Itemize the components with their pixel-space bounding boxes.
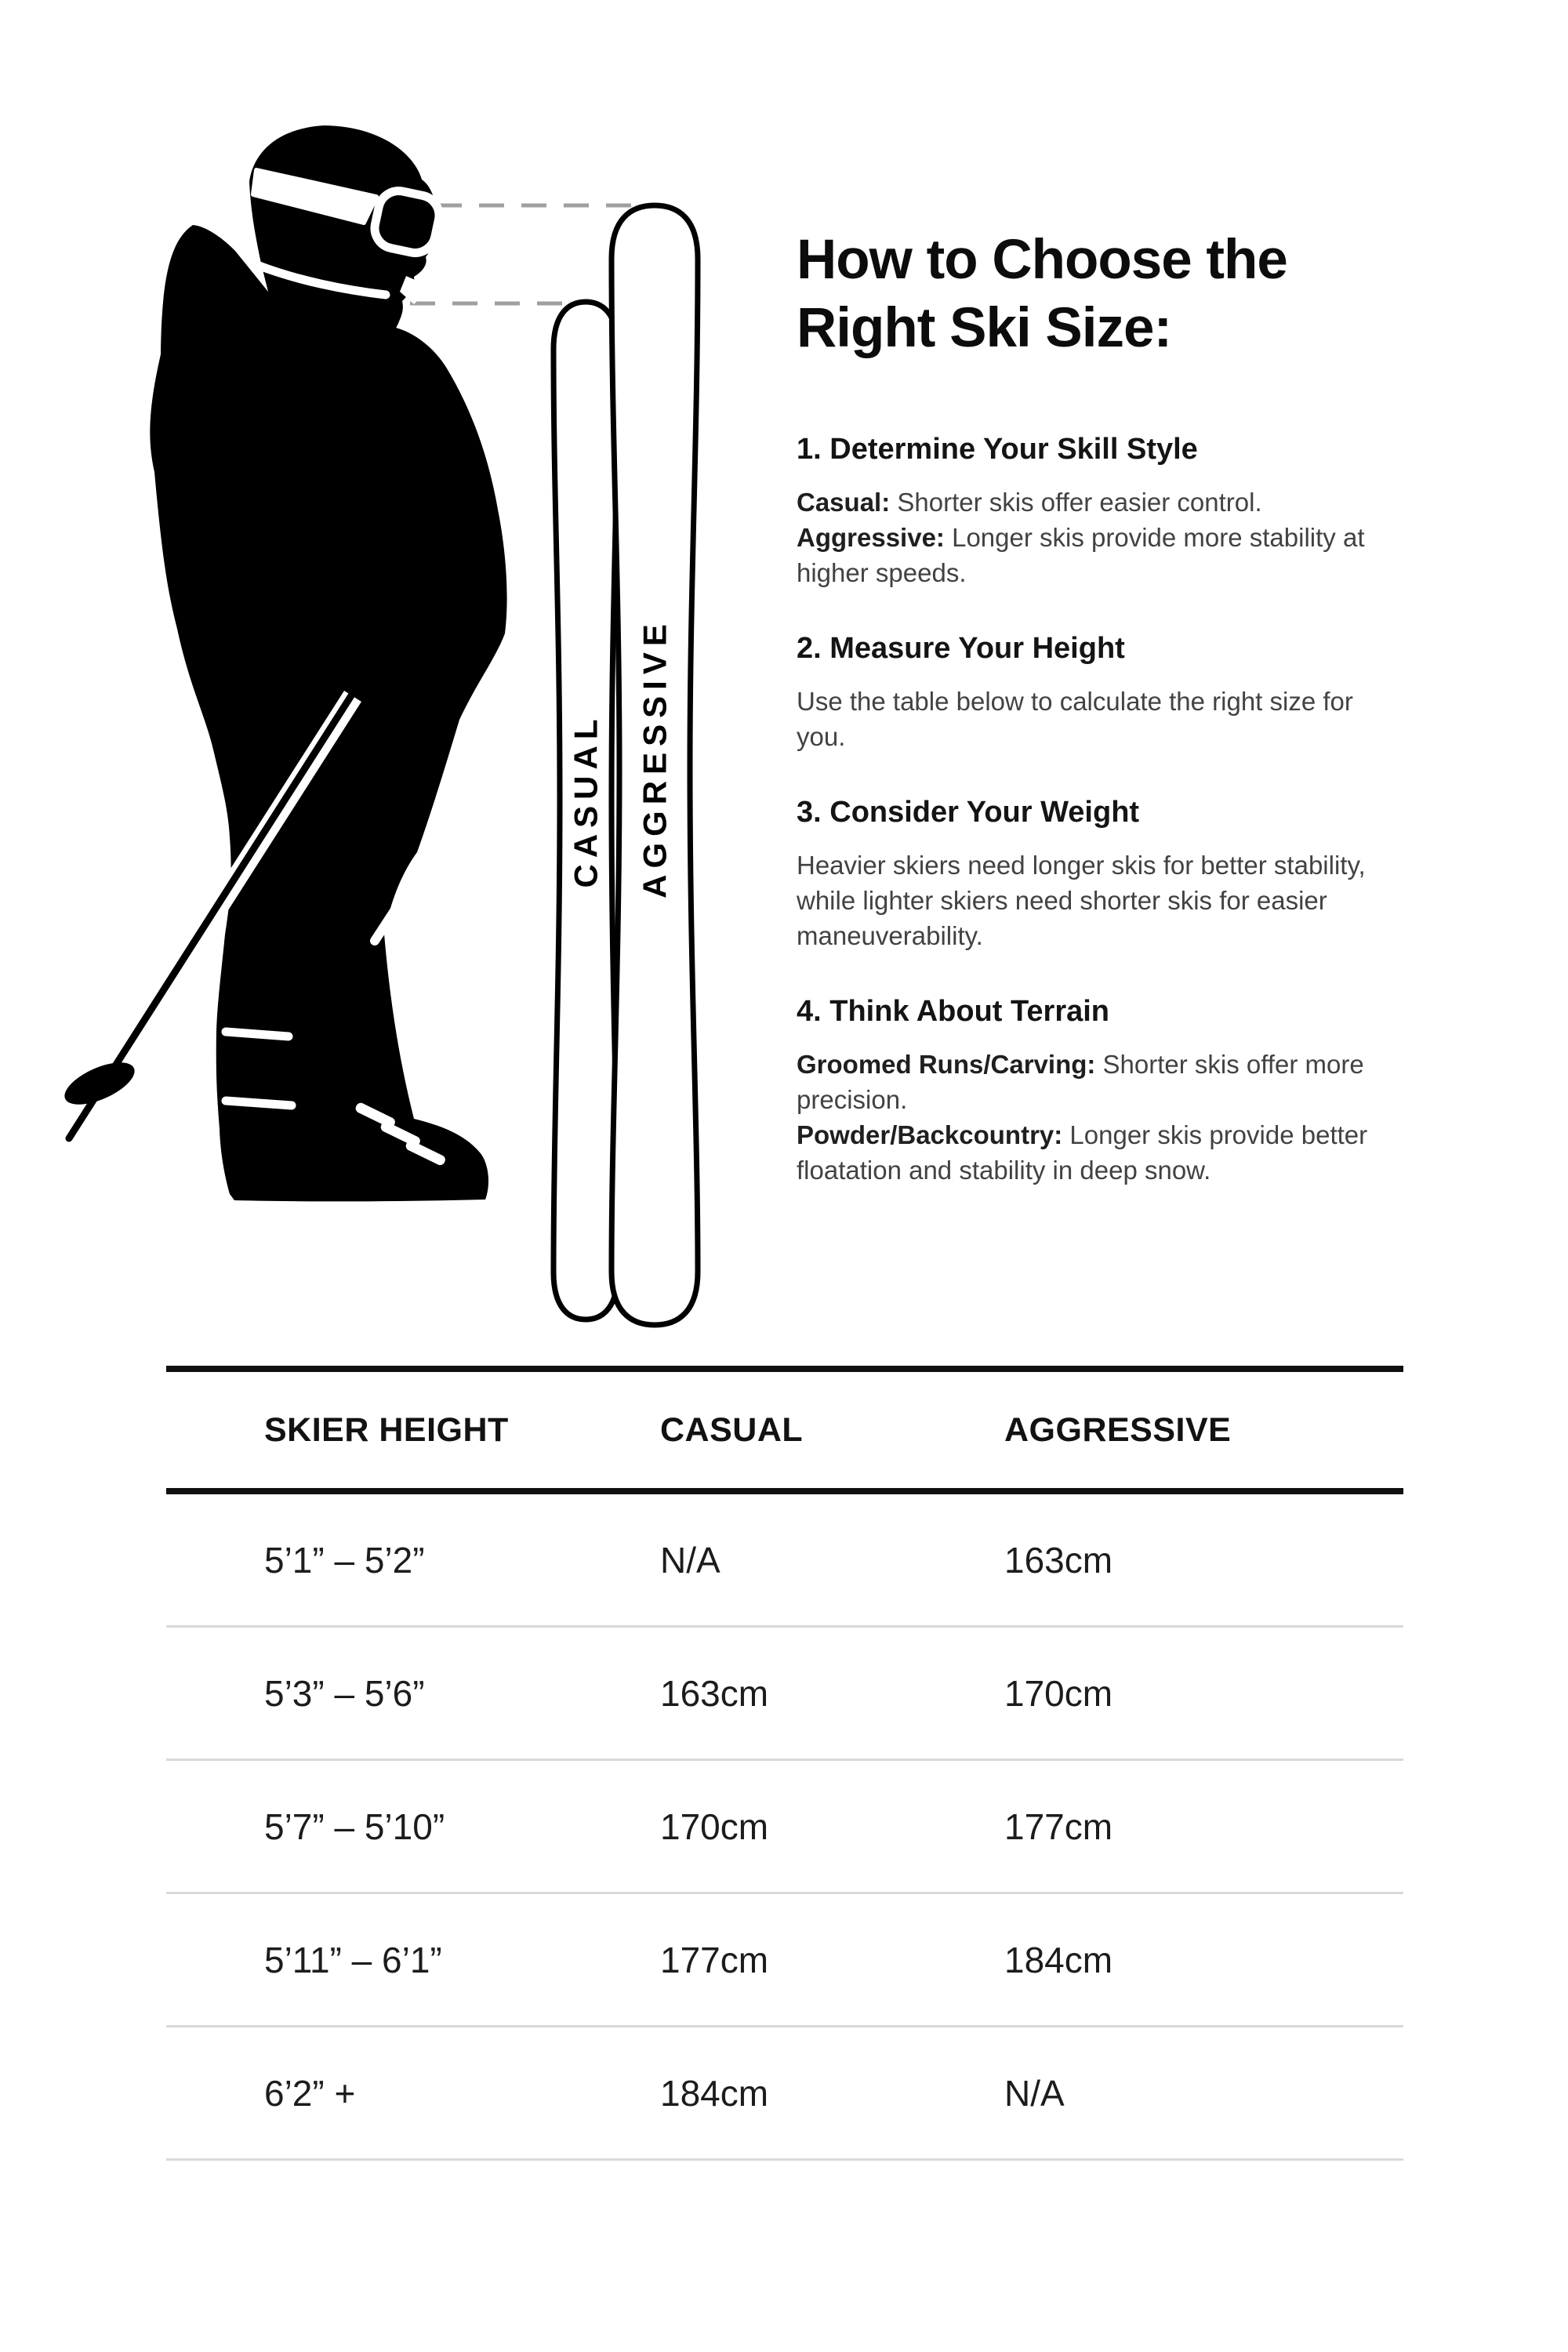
table-row <box>166 1894 1403 2027</box>
term-groomed-label: Groomed Runs/Carving: <box>797 1050 1096 1079</box>
section-body <box>797 485 1370 590</box>
cell-height: 5’1” – 5’2” <box>264 1539 425 1581</box>
boot-top-line <box>226 1101 292 1105</box>
section-heading: 2. Measure Your Height <box>797 632 1125 665</box>
cell-aggressive: 170cm <box>1004 1672 1113 1714</box>
term-casual <box>797 488 1262 517</box>
ski-size-illustration <box>47 110 721 1348</box>
cell-height: 5’3” – 5’6” <box>264 1672 425 1714</box>
term-aggressive <box>797 523 1365 587</box>
cell-aggressive: 177cm <box>1004 1806 1113 1847</box>
ski-goggles-icon <box>371 187 443 257</box>
chin-notch <box>400 276 431 304</box>
section-body <box>797 1047 1370 1188</box>
column-header-casual: CASUAL <box>660 1410 804 1449</box>
cell-aggressive: 184cm <box>1004 1939 1113 1980</box>
skier-silhouette-icon <box>59 125 507 1201</box>
cell-casual: N/A <box>660 1539 720 1581</box>
guide-section-terrain <box>797 993 1370 1188</box>
term-casual-text: Shorter skis offer easier control. <box>890 488 1262 517</box>
term-groomed <box>797 1050 1364 1114</box>
section-heading: 4. Think About Terrain <box>797 995 1110 1028</box>
section-heading: 3. Consider Your Weight <box>797 796 1140 829</box>
cell-aggressive: N/A <box>1004 2072 1065 2114</box>
guide-section-skill-style <box>797 430 1370 590</box>
term-aggressive-text: Longer skis provide more stability at higher speeds. <box>797 523 1365 587</box>
page-title-line-1: How to Choose the <box>797 229 1287 291</box>
cell-casual: 177cm <box>660 1939 769 1980</box>
cell-casual: 170cm <box>660 1806 769 1847</box>
cell-casual: 163cm <box>660 1672 769 1714</box>
section-body: Heavier skiers need longer skis for better stability, while lighter skiers need shorter skis for easier maneuverability. <box>797 851 1366 950</box>
table-row <box>166 1628 1403 1761</box>
cell-aggressive: 163cm <box>1004 1539 1113 1581</box>
term-aggressive-label: Aggressive: <box>797 523 945 552</box>
page-title <box>797 226 1370 362</box>
section-heading: 1. Determine Your Skill Style <box>797 433 1198 466</box>
pole-basket <box>59 1054 140 1113</box>
guide-content <box>797 226 1370 1188</box>
table-row <box>166 2027 1403 2161</box>
term-powder-label: Powder/Backcountry: <box>797 1120 1063 1149</box>
term-powder-text: Longer skis provide better floatation and stability in deep snow. <box>797 1120 1368 1185</box>
ski-size-table <box>166 1366 1403 2161</box>
guide-section-height <box>797 630 1370 754</box>
jacket-hem-line <box>226 1032 289 1036</box>
page-title-line-2: Right Ski Size: <box>797 297 1172 359</box>
section-body: Use the table below to calculate the right size for you. <box>797 687 1353 751</box>
cell-casual: 184cm <box>660 2072 769 2114</box>
skier-body <box>150 225 506 1201</box>
table-row <box>166 1494 1403 1628</box>
cell-height: 6’2” + <box>264 2072 356 2114</box>
guide-section-weight <box>797 793 1370 953</box>
table-row <box>166 1761 1403 1894</box>
term-casual-label: Casual: <box>797 488 891 517</box>
cell-height: 5’11” – 6’1” <box>264 1939 442 1980</box>
aggressive-ski-label: AGGRESSIVE <box>636 618 673 898</box>
casual-ski-label: CASUAL <box>567 713 604 888</box>
column-header-aggressive: AGGRESSIVE <box>1004 1410 1232 1449</box>
cell-height: 5’7” – 5’10” <box>264 1806 445 1847</box>
column-header-skier-height: SKIER HEIGHT <box>264 1410 509 1449</box>
table-header-row <box>166 1366 1403 1494</box>
term-powder <box>797 1120 1367 1185</box>
term-groomed-text: Shorter skis offer more precision. <box>797 1050 1364 1114</box>
